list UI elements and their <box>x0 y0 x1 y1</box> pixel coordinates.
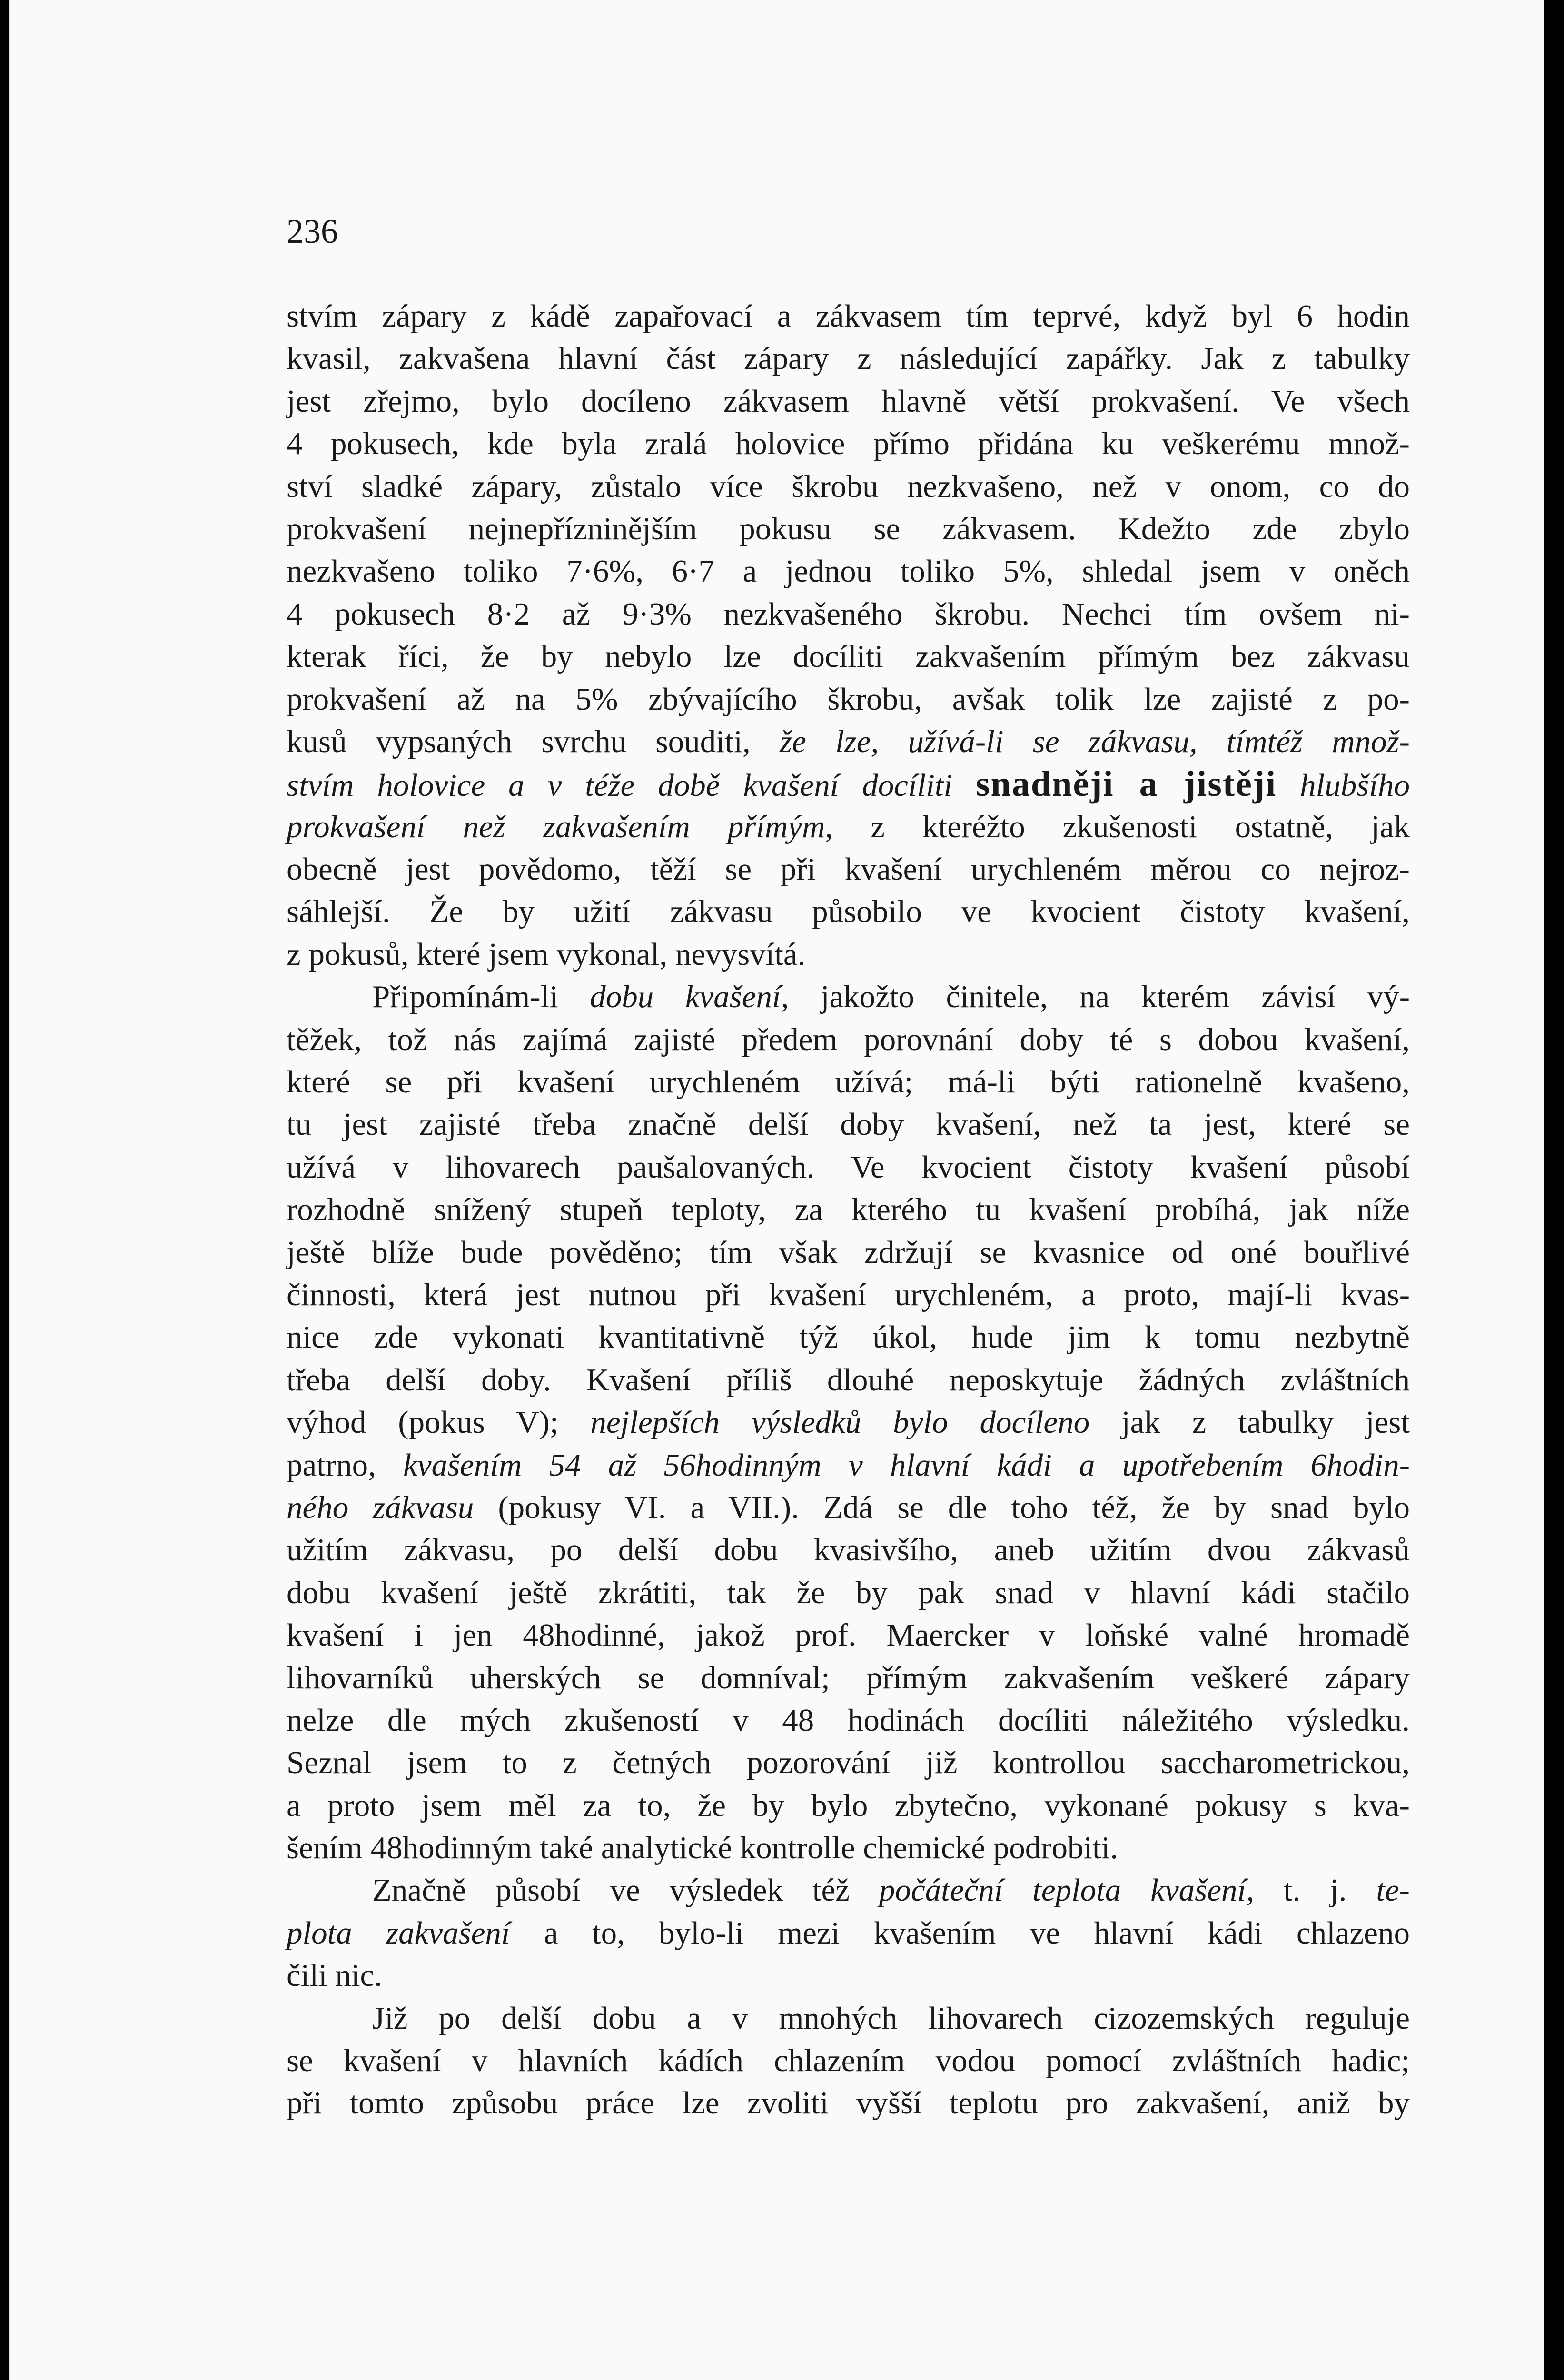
text-segment: se kvašení v hlavních kádích chlazením vodou pomocí zvláštních hadic; <box>287 2043 1410 2079</box>
text-line <box>287 1912 1410 1954</box>
text-segment: těžek, tož nás zajímá zajisté předem porovnání doby té s dobou kvašení, <box>287 1021 1410 1057</box>
text-line <box>287 721 1410 763</box>
text-segment: užívá v lihovarech paušalovaných. Ve kvocient čistoty kvašení působí <box>287 1149 1410 1185</box>
text-line <box>287 1614 1410 1656</box>
text-line <box>287 1869 1410 1912</box>
text-segment: ného zákvasu <box>287 1489 474 1525</box>
text-segment: že lze, užívá-li se zákvasu, tímtéž množ- <box>779 724 1410 759</box>
text-segment: nelze dle mých zkušeností v 48 hodinách docíliti náležitého výsledku. <box>287 1702 1410 1738</box>
text-segment: Značně působí ve výsledek též <box>372 1873 879 1908</box>
text-segment: jakožto činitele, na kterém závisí vý- <box>789 979 1410 1015</box>
text-segment: činnosti, která jest nutnou při kvašení urychleném, a proto, mají-li kvas- <box>287 1277 1410 1312</box>
text-segment: ještě blíže bude pověděno; tím však zdržují se kvasnice od oné bouřlivé <box>287 1234 1410 1270</box>
text-segment: jak z tabulky jest <box>1089 1405 1410 1440</box>
text-segment: a proto jsem měl za to, že by bylo zbytečno, vykonané pokusy s kva- <box>287 1787 1410 1823</box>
body-text <box>287 295 1410 2125</box>
text-line <box>287 423 1410 465</box>
text-segment: z pokusů, které jsem vykonal, nevysvítá. <box>287 936 806 972</box>
text-segment: sáhlejší. Že by užití zákvasu působilo ve kvocient čistoty kvašení, <box>287 894 1410 930</box>
text-line <box>287 635 1410 678</box>
text-line <box>287 2040 1410 2082</box>
text-segment: třeba delší doby. Kvašení příliš dlouhé neposkytuje žádných zvláštních <box>287 1362 1410 1398</box>
text-segment: plota zakvašení <box>287 1915 510 1951</box>
text-segment: tu jest zajisté třeba značně delší doby kvašení, než ta jest, které se <box>287 1107 1410 1142</box>
text-segment: Seznal jsem to z četných pozorování již kontrollou saccharometrickou, <box>287 1745 1410 1781</box>
text-segment: při tomto způsobu práce lze zvoliti vyšší teplotu pro zakvašení, aniž by <box>287 2085 1410 2121</box>
text-line <box>287 593 1410 635</box>
text-line <box>287 337 1410 380</box>
text-segment: ství sladké zápary, zůstalo více škrobu nezkvašeno, než v onom, co do <box>287 468 1410 504</box>
text-segment: jest zřejmo, bylo docíleno zákvasem hlavně větší prokvašení. Ve všech <box>287 383 1410 419</box>
text-line <box>287 466 1410 508</box>
text-line <box>287 550 1410 593</box>
text-segment: stvím zápary z kádě zapařovací a zákvasem tím teprvé, když byl 6 hodin <box>287 298 1410 334</box>
text-line <box>287 1146 1410 1189</box>
text-line <box>287 1657 1410 1699</box>
text-line <box>287 508 1410 550</box>
text-segment: nice zde vykonati kvantitativně týž úkol, hude jim k tomu nezbytně <box>287 1319 1410 1355</box>
text-segment: Připomínám-li <box>372 979 590 1015</box>
text-line <box>287 1444 1410 1487</box>
text-segment: nejlepších výsledků bylo docíleno <box>590 1405 1090 1440</box>
text-segment: užitím zákvasu, po delší dobu kvasivšího, aneb užitím dvou zákvasů <box>287 1532 1410 1568</box>
text-segment: které se při kvašení urychleném užívá; má-li býti rationelně kvašeno, <box>287 1064 1410 1100</box>
text-line <box>287 848 1410 891</box>
text-segment: kvasil, zakvašena hlavní část zápary z následující zapářky. Jak z tabulky <box>287 341 1410 377</box>
text-segment: Již po delší dobu a v mnohých lihovarech cizozemských reguluje <box>372 2000 1410 2036</box>
text-segment: z kteréžto zkušenosti ostatně, jak <box>833 809 1410 844</box>
text-segment: 4 pokusech, kde byla zralá holovice přímo přidána ku veškerému množ- <box>287 426 1410 462</box>
text-segment: šením 48hodinným také analytické kontrolle chemické podrobiti. <box>287 1830 1119 1866</box>
text-segment: stvím holovice a v téže době kvašení docíliti <box>287 768 976 803</box>
text-segment: kusů vypsaných svrchu souditi, <box>287 724 780 759</box>
page-number: 236 <box>287 212 338 250</box>
text-line <box>287 976 1410 1018</box>
text-segment: nezkvašeno toliko 7·6%, 6·7 a jednou toliko 5%, shledal jsem v oněch <box>287 554 1410 589</box>
text-segment: a to, bylo-li mezi kvašením ve hlavní kádi chlazeno <box>510 1915 1410 1951</box>
text-line <box>287 1274 1410 1316</box>
text-line <box>287 1103 1410 1146</box>
text-line <box>287 1487 1410 1529</box>
text-segment: prokvašení nejnepřízninějším pokusu se zákvasem. Kdežto zde zbylo <box>287 511 1410 546</box>
text-segment: prokvašení až na 5% zbývajícího škrobu, avšak tolik lze zajisté z po- <box>287 681 1410 717</box>
text-line <box>287 763 1410 805</box>
text-line <box>287 1954 1410 1997</box>
text-line <box>287 2082 1410 2124</box>
text-segment: patrno, <box>287 1447 404 1483</box>
text-segment: výhod (pokus V); <box>287 1405 591 1440</box>
text-line <box>287 1997 1410 2040</box>
text-line <box>287 1401 1410 1444</box>
text-line <box>287 806 1410 848</box>
text-line <box>287 380 1410 423</box>
text-segment: 4 pokusech 8·2 až 9·3% nezkvašeného škrobu. Nechci tím ovšem ni- <box>287 596 1410 632</box>
text-segment: rozhodně snížený stupeň teploty, za kterého tu kvašení probíhá, jak níže <box>287 1192 1410 1228</box>
text-segment: kvašením 54 až 56hodinným v hlavní kádi a upotřebením 6hodin- <box>403 1447 1410 1483</box>
text-line <box>287 1572 1410 1614</box>
text-line <box>287 1742 1410 1784</box>
page <box>9 0 1544 2380</box>
text-segment: kvašení i jen 48hodinné, jakož prof. Maercker v loňské valné hromadě <box>287 1617 1410 1653</box>
text-segment: hlubšího <box>1277 768 1410 803</box>
text-segment: prokvašení než zakvašením přímým, <box>287 809 833 844</box>
text-segment: čili nic. <box>287 1958 382 1993</box>
text-line <box>287 1699 1410 1742</box>
text-line <box>287 1231 1410 1274</box>
text-segment: lihovarníků uherských se domníval; přímým zakvašením veškeré zápary <box>287 1660 1410 1696</box>
text-line <box>287 1061 1410 1103</box>
text-segment: dobu kvašení, <box>590 979 789 1015</box>
text-segment: počáteční teplota kvašení, <box>879 1873 1254 1908</box>
text-line <box>287 1827 1410 1869</box>
text-line <box>287 1529 1410 1571</box>
text-line <box>287 1785 1410 1827</box>
text-segment: te- <box>1376 1873 1410 1908</box>
text-segment: snadněji a jistěji <box>975 764 1277 804</box>
text-segment: (pokusy VI. a VII.). Zdá se dle toho též, že by snad bylo <box>474 1489 1410 1525</box>
text-segment: t. j. <box>1254 1873 1376 1908</box>
text-line <box>287 933 1410 976</box>
text-segment: kterak říci, že by nebylo lze docíliti zakvašením přímým bez zákvasu <box>287 639 1410 674</box>
text-line <box>287 1019 1410 1061</box>
text-segment: dobu kvašení ještě zkrátiti, tak že by pak snad v hlavní kádi stačilo <box>287 1575 1410 1610</box>
text-line <box>287 1359 1410 1401</box>
text-segment: obecně jest povědomo, těží se při kvašení urychleném měrou co nejroz- <box>287 852 1410 887</box>
text-line <box>287 891 1410 933</box>
text-line <box>287 678 1410 721</box>
text-line <box>287 295 1410 337</box>
text-line <box>287 1189 1410 1231</box>
text-line <box>287 1316 1410 1359</box>
